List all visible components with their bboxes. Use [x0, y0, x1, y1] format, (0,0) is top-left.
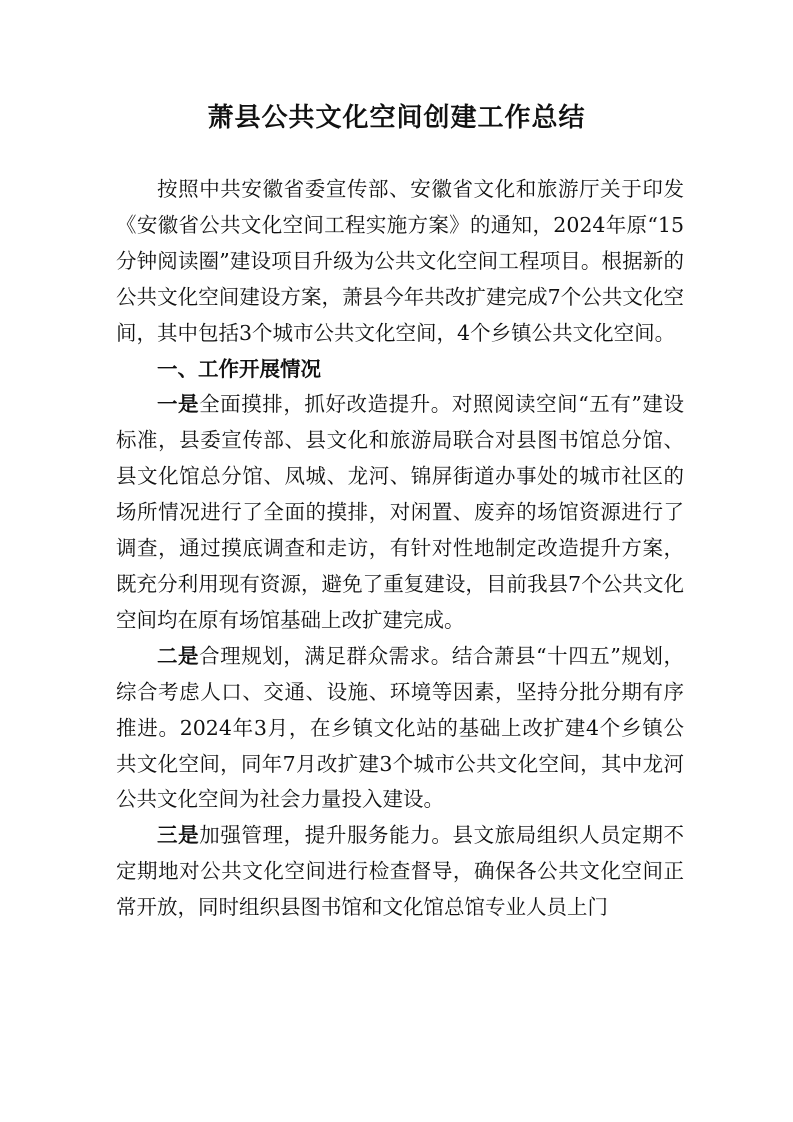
item-paragraph-1: [116, 387, 684, 638]
item-paragraph-3: [116, 818, 684, 926]
item-paragraph-2: [116, 639, 684, 819]
item-text-1: 全面摸排，抓好改造提升。对照阅读空间“五有”建设标准，县委宣传部、县文化和旅游局联合对县图书馆总分馆、县文化馆总分馆、凤城、龙河、锦屏街道办事处的城市社区的场所情况进行了全面的摸排，对闲置、废弃的场馆资源进行了调查，通过摸底调查和走访，有针对性地制定改造提升方案，既充分利用现有资源，避免了重复建设，目前我县7个公共文化空间均在原有场馆基础上改扩建完成。: [116, 392, 684, 632]
section-heading-work-progress: 一、工作开展情况: [157, 356, 321, 381]
item-text-3: 加强管理，提升服务能力。县文旅局组织人员定期不定期地对公共文化空间进行检查督导，确保各公共文化空间正常开放，同时组织县图书馆和文化馆总馆专业人员上门: [116, 823, 685, 920]
item-lead-2: 二是: [157, 643, 200, 668]
document-body: [116, 172, 684, 926]
document-title: 萧县公共文化空间创建工作总结: [207, 103, 586, 133]
intro-paragraph: 按照中共安徽省委宣传部、安徽省文化和旅游厅关于印发《安徽省公共文化空间工程实施方案》的通知，2024年原“15分钟阅读圈”建设项目升级为公共文化空间工程项目。根据新的公共文化空间建设方案，萧县今年共改扩建完成7个公共文化空间，其中包括3个城市公共文化空间，4个乡镇公共文化空间。: [116, 177, 684, 345]
item-text-2: 合理规划，满足群众需求。结合萧县“十四五”规划，综合考虑人口、交通、设施、环境等因素，坚持分批分期有序推进。2024年3月，在乡镇文化站的基础上改扩建4个乡镇公共文化空间，同年7月改扩建3个城市公共文化空间，其中龙河公共文化空间为社会力量投入建设。: [116, 643, 684, 812]
item-lead-1: 一是: [157, 392, 200, 417]
item-lead-3: 三是: [157, 823, 200, 848]
